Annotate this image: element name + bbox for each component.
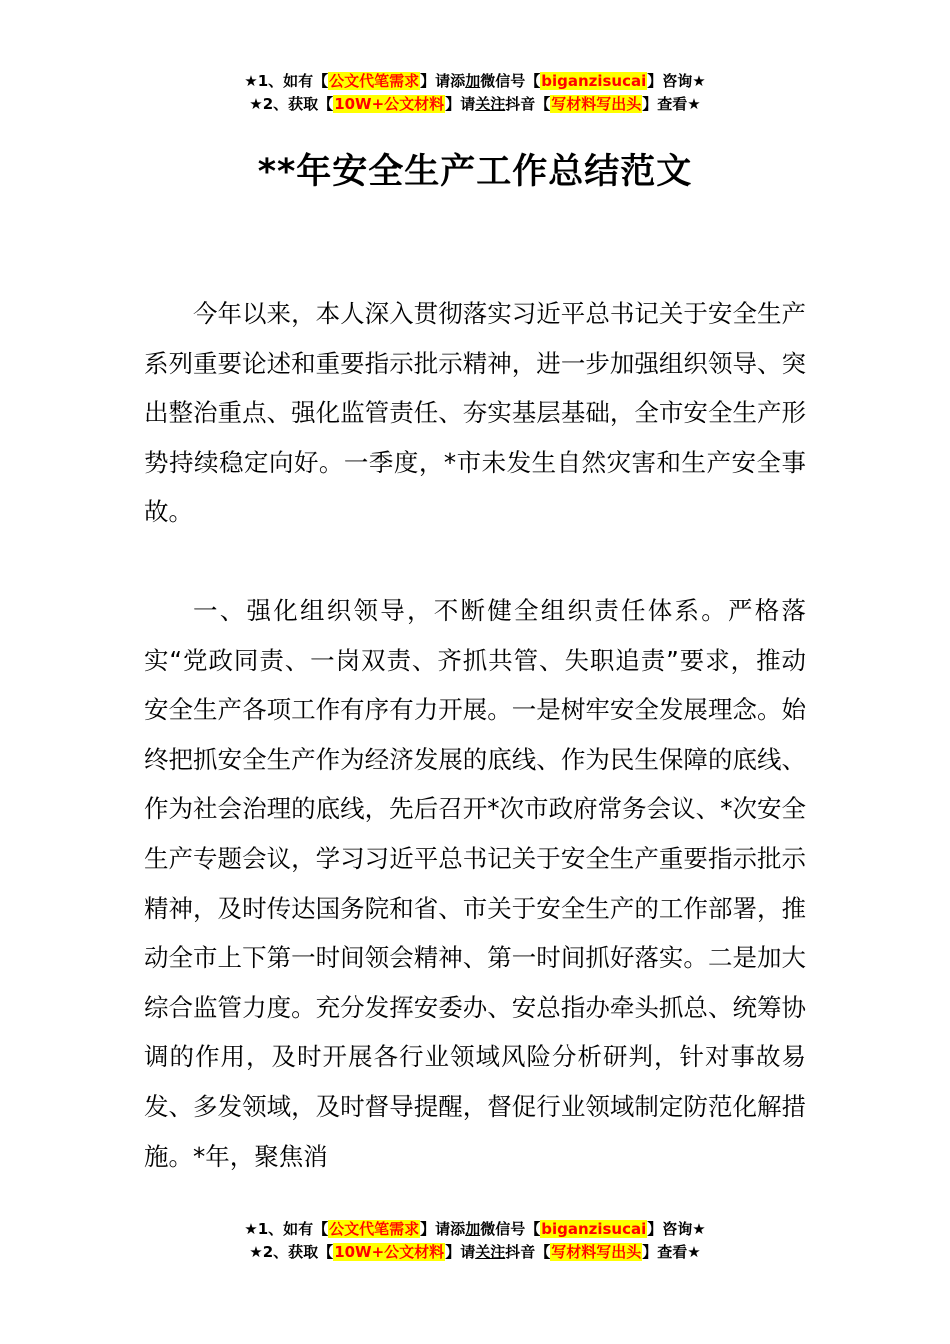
banner-highlight: 公文代笔需求: [329, 1220, 420, 1238]
banner-line-1: ★1、如有【公文代笔需求】请添加微信号【biganzisucai】咨询★: [244, 72, 706, 90]
banner-line-1: ★1、如有【公文代笔需求】请添加微信号【biganzisucai】咨询★: [244, 1220, 706, 1238]
banner-highlight: 公文代笔需求: [329, 72, 420, 90]
body-paragraph-1: [144, 289, 806, 537]
body-paragraph-2: [144, 586, 806, 1181]
banner-highlight: 10W+公文材料: [334, 95, 445, 113]
banner-line-2: ★2、获取【10W+公文材料】请关注抖音【写材料写出头】查看★: [249, 95, 701, 113]
page-title: **年安全生产工作总结范文: [257, 152, 693, 192]
banner-line-2: ★2、获取【10W+公文材料】请关注抖音【写材料写出头】查看★: [249, 1243, 701, 1261]
header-banner: [0, 70, 950, 116]
banner-highlight: 10W+公文材料: [334, 1243, 445, 1261]
footer-banner: [0, 1218, 950, 1264]
banner-douyin-id: 写材料写出头: [551, 1243, 642, 1261]
paragraph-text: 今年以来，本人深入贯彻落实习近平总书记关于安全生产系列重要论述和重要指示批示精神，进一步加强组织领导、突出整治重点、强化监管责任、夯实基层基础，全市安全生产形势持续稳定向好。一季度，*市未发生自然灾害和生产安全事故。: [144, 299, 806, 527]
paragraph-text: 一、强化组织领导，不断健全组织责任体系。严格落实“党政同责、一岗双责、齐抓共管、失职追责”要求，推动安全生产各项工作有序有力开展。一是树牢安全发展理念。始终把抓安全生产作为经济发展的底线、作为民生保障的底线、作为社会治理的底线，先后召开*次市政府常务会议、*次安全生产专题会议，学习习近平总书记关于安全生产重要指示批示精神，及时传达国务院和省、市关于安全生产的工作部署，推动全市上下第一时间领会精神、第一时间抓好落实。二是加大综合监管力度。充分发挥安委办、安总指办牵头抓总、统筹协调的作用，及时开展各行业领域风险分析研判，针对事故易发、多发领域，及时督导提醒，督促行业领域制定防范化解措施。*年，聚焦消: [144, 596, 806, 1171]
banner-wechat-id: biganzisucai: [541, 72, 647, 90]
banner-wechat-id: biganzisucai: [541, 1220, 647, 1238]
banner-douyin-id: 写材料写出头: [551, 95, 642, 113]
